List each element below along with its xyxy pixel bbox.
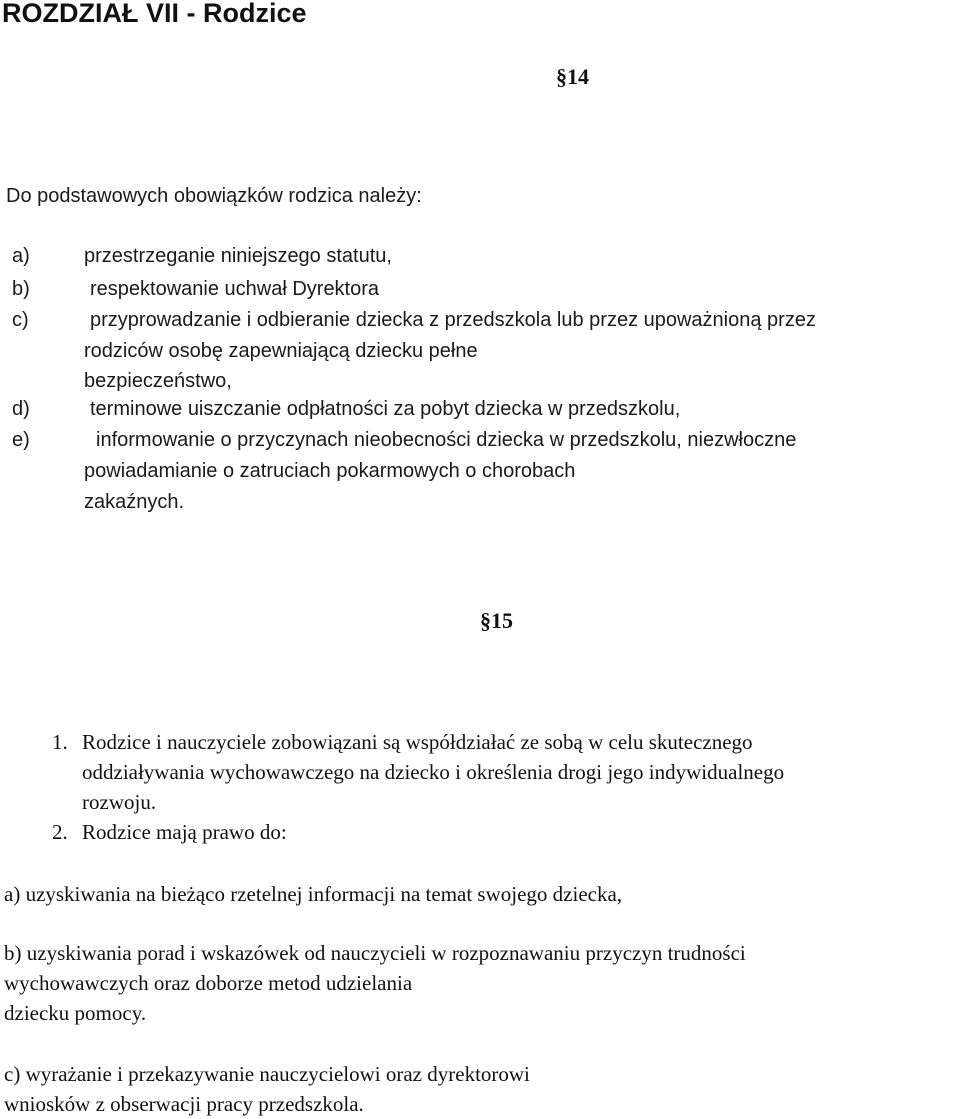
chapter-title: ROZDZIAŁ VII - Rodzice <box>2 0 307 28</box>
right-item-text: wychowawczych oraz doborze metod udzielania <box>4 971 413 995</box>
list-item-marker: e) <box>12 429 30 451</box>
section-14-heading: §14 <box>556 64 589 89</box>
list-item-marker: d) <box>12 398 30 420</box>
list-item-text: zakaźnych. <box>84 491 185 513</box>
point-marker: 2. <box>52 820 68 844</box>
list-item-text: powiadamianie o zatruciach pokarmowych o chorobach <box>84 460 576 482</box>
list-item-text: informowanie o przyczynach nieobecności dziecka w przedszkolu, niezwłoczne <box>96 429 797 451</box>
point-text: rozwoju. <box>82 790 157 814</box>
list-item-text: przyprowadzanie i odbieranie dziecka z przedszkola lub przez upoważnioną przez <box>90 309 816 331</box>
right-item-text: b) uzyskiwania porad i wskazówek od nauczycieli w rozpoznawaniu przyczyn trudności <box>4 941 746 965</box>
section-14-intro: Do podstawowych obowiązków rodzica należy: <box>6 185 422 207</box>
list-item-marker: b) <box>12 278 30 300</box>
list-item-text: respektowanie uchwał Dyrektora <box>90 278 380 300</box>
section-15-heading: §15 <box>480 608 513 633</box>
point-text: Rodzice mają prawo do: <box>82 820 287 844</box>
list-item-text: rodziców osobę zapewniającą dziecku pełne <box>84 340 478 362</box>
list-item-text: terminowe uiszczanie odpłatności za pobyt dziecka w przedszkolu, <box>90 398 681 420</box>
list-item-marker: a) <box>12 245 30 267</box>
point-text: oddziaływania wychowawczego na dziecko i określenia drogi jego indywidualnego <box>82 760 785 784</box>
right-item-text: a) uzyskiwania na bieżąco rzetelnej informacji na temat swojego dziecka, <box>4 882 623 906</box>
list-item-text: bezpieczeństwo, <box>84 370 232 392</box>
list-item-marker: c) <box>12 309 29 331</box>
right-item-text: dziecku pomocy. <box>4 1001 147 1025</box>
right-item-text: c) wyrażanie i przekazywanie nauczycielowi oraz dyrektorowi <box>4 1062 530 1086</box>
point-marker: 1. <box>52 730 68 754</box>
list-item-text: przestrzeganie niniejszego statutu, <box>84 245 392 267</box>
point-text: Rodzice i nauczyciele zobowiązani są współdziałać ze sobą w celu skutecznego <box>82 730 753 754</box>
right-item-text: wniosków z obserwacji pracy przedszkola. <box>4 1092 364 1116</box>
